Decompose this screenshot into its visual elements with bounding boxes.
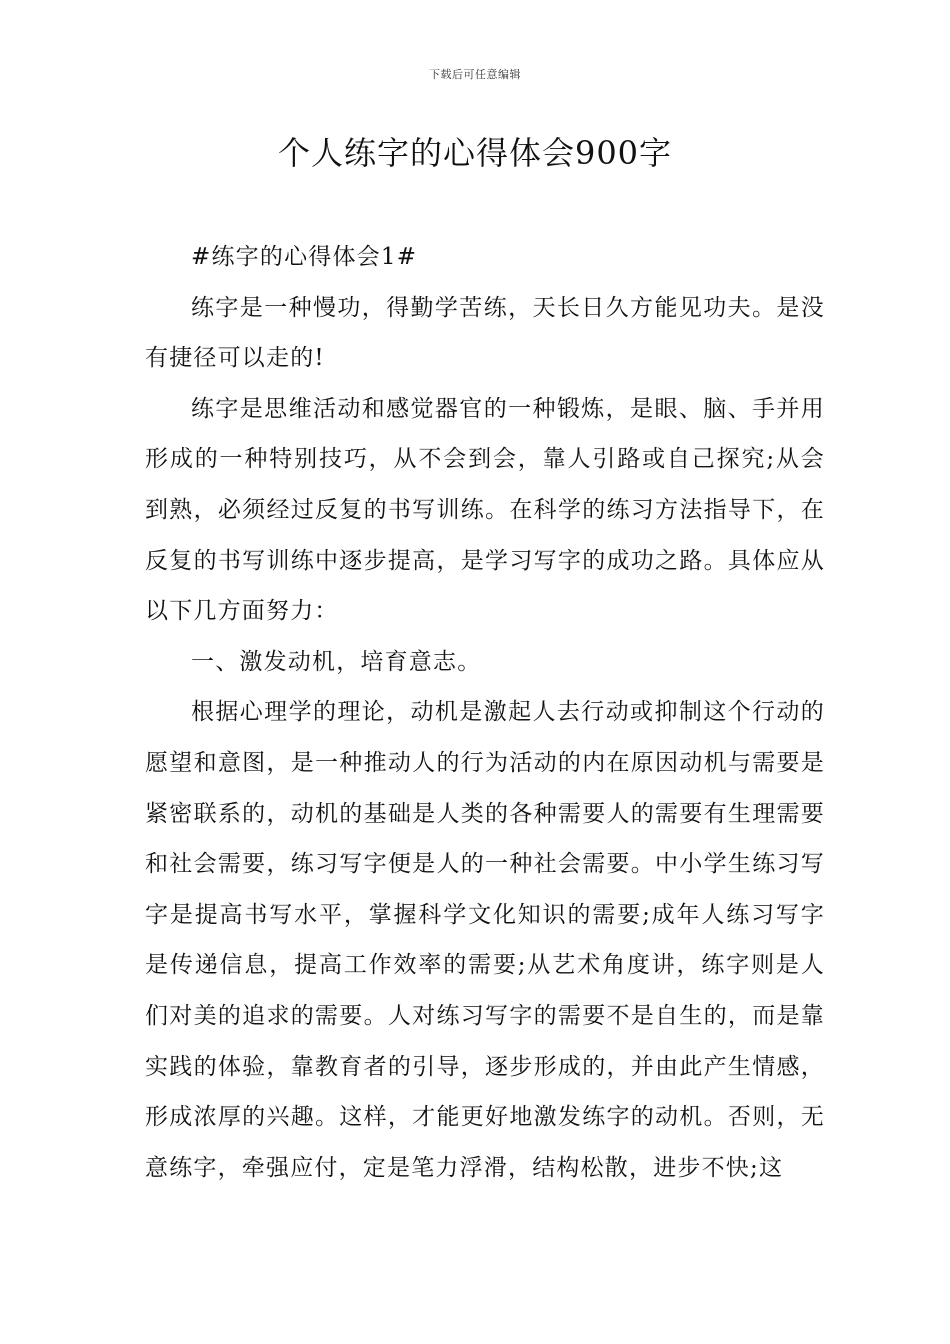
paragraph: 练字是一种慢功，得勤学苦练，天长日久方能见功夫。是没有捷径可以走的! [145,294,825,372]
document-title: 个人练字的心得体会900字 [277,134,673,172]
document-body [145,232,825,1193]
paragraph: 根据心理学的理论，动机是激起人去行动或抑制这个行动的愿望和意图，是一种推动人的行为活动的内在原因动机与需要是紧密联系的，动机的基础是人类的各种需要人的需要有生理需要和社会需要，练习写字便是人的一种社会需要。中小学生练习写字是提高书写水平，掌握科学文化知识的需要;成年人练习写字是传递信息，提高工作效率的需要;从艺术角度讲，练字则是人们对美的追求的需要。人对练习写字的需要不是自生的，而是靠实践的体验，靠教育者的引导，逐步形成的，并由此产生情感，形成浓厚的兴趣。这样，才能更好地激发练字的动机。否则，无意练字，牵强应付，定是笔力浮滑，结构松散，进步不快;这 [145,699,825,1181]
subsection-heading: 一、激发动机，培育意志。 [191,648,482,675]
section-heading: #练字的心得体会1# [191,244,418,270]
page-header-note: 下载后可任意编辑 [429,68,521,81]
paragraph: 练字是思维活动和感觉器官的一种锻炼，是眼、脑、手并用形成的一种特别技巧，从不会到会，靠人引路或自己探究;从会到熟，必须经过反复的书写训练。在科学的练习方法指导下，在反复的书写训练中逐步提高，是学习写字的成功之路。具体应从以下几方面努力： [145,395,825,625]
